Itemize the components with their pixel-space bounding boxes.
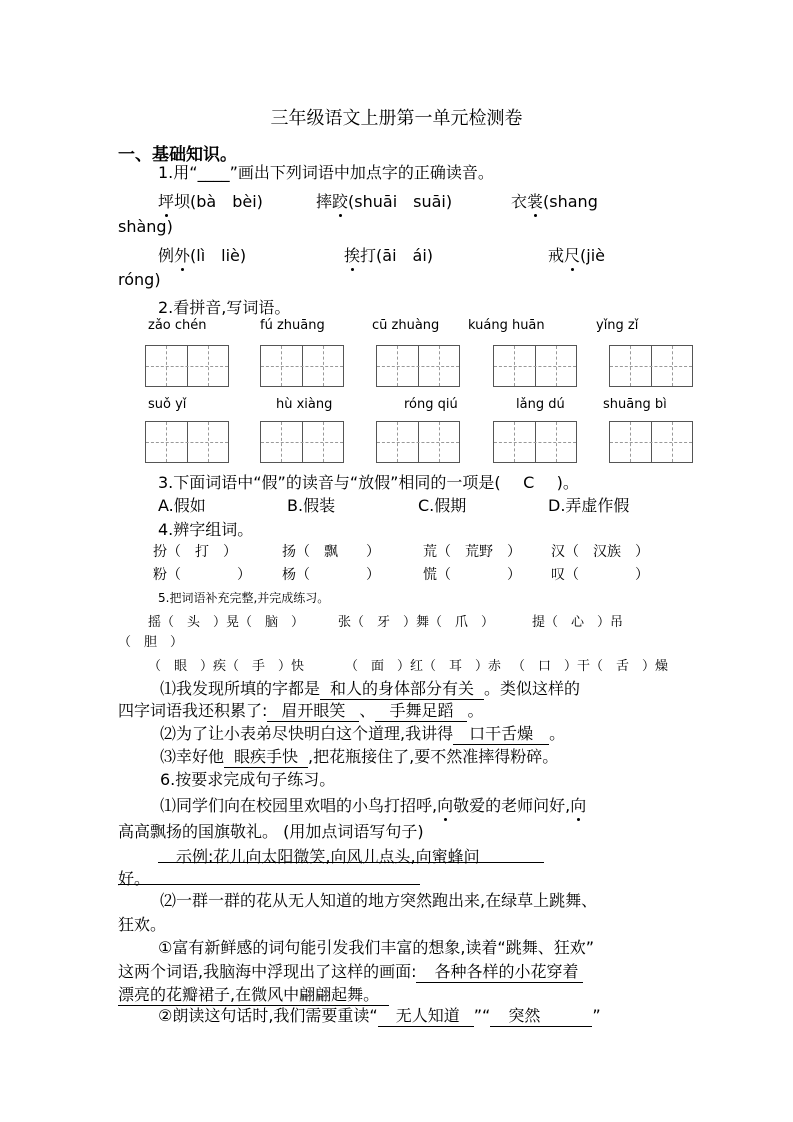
- idiom: 摇（ 头 ）晃（ 脑 ）: [148, 615, 305, 630]
- pinyin-item-4: 例外(lì liè): [158, 243, 246, 266]
- pinyin-label: lǎng dú: [516, 397, 565, 412]
- answer: 口干舌燥: [453, 721, 549, 745]
- word-group: 杨（ ）: [282, 567, 380, 583]
- pinyin-label: zǎo chén: [148, 318, 207, 333]
- answer: C: [523, 473, 535, 492]
- pinyin-item-1: 坪坝(bà bèi): [158, 189, 263, 212]
- idiom: 张（ 牙 ）舞（ 爪 ）: [338, 615, 495, 630]
- option-d: D.弄虚作假: [548, 496, 630, 515]
- question-4-label: 4.辨字组词。: [158, 520, 254, 539]
- pinyin-label: róng qiú: [404, 397, 458, 412]
- exercise-6-1-line2: 高高飘扬的国旗敬礼。 (用加点词语写句子): [118, 822, 424, 841]
- word-group: 扮（ 打 ）: [153, 544, 237, 560]
- pinyin-item-2: 摔跤(shuāi suāi): [316, 189, 452, 212]
- answer: 眉开眼笑: [267, 698, 359, 722]
- question-6-label: 6.按要求完成句子练习。: [160, 770, 336, 789]
- pinyin-label: kuáng huān: [468, 318, 545, 333]
- idiom: 提（ 心 ）吊: [532, 615, 624, 630]
- option-a: A.假如: [158, 496, 206, 515]
- exercise-3: ⑶幸好他 眼疾手快 ,把花瓶接住了,要不然准摔得粉碎。: [160, 744, 558, 768]
- option-b: B.假装: [287, 496, 336, 515]
- exercise-1-line2: 四字词语我还积累了: 眉开眼笑 、 手舞足蹈 。: [118, 698, 483, 722]
- page-title: 三年级语文上册第一单元检测卷: [270, 108, 523, 129]
- pinyin-label: suǒ yǐ: [148, 397, 187, 412]
- question-1-label: 1.用“____”画出下列词语中加点字的正确读音。: [158, 163, 494, 182]
- pinyin-label: shuāng bì: [603, 397, 667, 412]
- pinyin-item-6: 戒尺(jiè: [548, 243, 605, 266]
- idiom: （ 面 ）红（ 耳 ）赤: [345, 659, 502, 674]
- idiom: （ 口 ）干（ 舌 ）燥: [512, 659, 669, 674]
- question-2-label: 2.看拼音,写词语。: [158, 298, 291, 317]
- pinyin-label: fú zhuāng: [260, 318, 325, 333]
- answer: 各种各样的小花穿着: [416, 959, 582, 983]
- question-3-label: 3.下面词语中“假”的读音与“放假”相同的一项是( C )。: [158, 473, 579, 492]
- exercise-1: ⑴我发现所填的字都是 和人的身体部分有关 。类似这样的: [160, 676, 580, 700]
- answer: 手舞足蹈: [375, 698, 467, 722]
- exercise-6-2-q1-line2: 这两个词语,我脑海中浮现出了这样的画面: 各种各样的小花穿着: [118, 959, 583, 983]
- writing-grid[interactable]: [609, 345, 693, 387]
- answer: 和人的身体部分有关: [320, 676, 484, 700]
- writing-grid[interactable]: [609, 421, 693, 463]
- pinyin-label: yǐng zǐ: [596, 318, 639, 333]
- writing-grid[interactable]: [260, 421, 344, 463]
- word-group: 粉（ ）: [153, 567, 251, 583]
- example-answer-end: 好。: [118, 869, 151, 888]
- answer-underline: [118, 884, 420, 885]
- exercise-6-2-q2: ②朗读这句话时,我们需要重读“ 无人知道 ”“ 突然 ”: [158, 1003, 601, 1027]
- pinyin-item-6-wrap: róng): [118, 270, 161, 289]
- pinyin-item-5: 挨打(āi ái): [344, 243, 433, 266]
- writing-grid[interactable]: [493, 421, 577, 463]
- answer: 无人知道: [378, 1003, 474, 1027]
- section-heading: 一、基础知识。: [118, 145, 237, 165]
- word-group: 叹（ ）: [551, 567, 649, 583]
- writing-grid[interactable]: [145, 421, 229, 463]
- exercise-6-2-line2: 狂欢。: [118, 915, 167, 934]
- example-answer: 示例:花儿向太阳微笑,向风儿点头,向蜜蜂问: [176, 847, 480, 866]
- pinyin-item-3-wrap: shàng): [118, 217, 173, 236]
- pinyin-item-3: 衣裳(shang: [511, 189, 598, 212]
- exercise-2: ⑵为了让小表弟尽快明白这个道理,我讲得 口干舌燥 。: [160, 721, 565, 745]
- answer: 眼疾手快: [224, 744, 308, 768]
- answer: 漂亮的花瓣裙子,在微风中翩翩起舞。: [118, 982, 389, 1006]
- writing-grid[interactable]: [376, 345, 460, 387]
- pinyin-label: hù xiàng: [276, 397, 333, 412]
- idiom-wrap: （ 胆 ）: [118, 635, 184, 650]
- writing-grid[interactable]: [376, 421, 460, 463]
- idiom: （ 眼 ）疾（ 手 ）快: [148, 659, 305, 674]
- writing-grid[interactable]: [493, 345, 577, 387]
- word-group: 慌（ ）: [423, 567, 521, 583]
- exercise-6-1: ⑴同学们向在校园里欢唱的小鸟打招呼,向敬爱的老师问好,向: [160, 793, 586, 816]
- question-5-label: 5.把词语补充完整,并完成练习。: [158, 591, 330, 605]
- answer: 突然: [490, 1003, 592, 1027]
- writing-grid[interactable]: [145, 345, 229, 387]
- option-c: C.假期: [418, 496, 467, 515]
- exercise-6-2: ⑵一群一群的花从无人知道的地方突然跑出来,在绿草上跳舞、: [160, 891, 598, 910]
- answer-underline: [158, 862, 544, 863]
- word-group: 扬（ 飘 ）: [282, 544, 380, 560]
- word-group: 荒（ 荒野 ）: [423, 544, 521, 560]
- word-group: 汉（ 汉族 ）: [551, 544, 649, 560]
- writing-grid[interactable]: [260, 345, 344, 387]
- exercise-6-2-q1: ①富有新鲜感的词句能引发我们丰富的想象,读着“跳舞、狂欢”: [158, 938, 595, 957]
- pinyin-label: cū zhuàng: [372, 318, 440, 333]
